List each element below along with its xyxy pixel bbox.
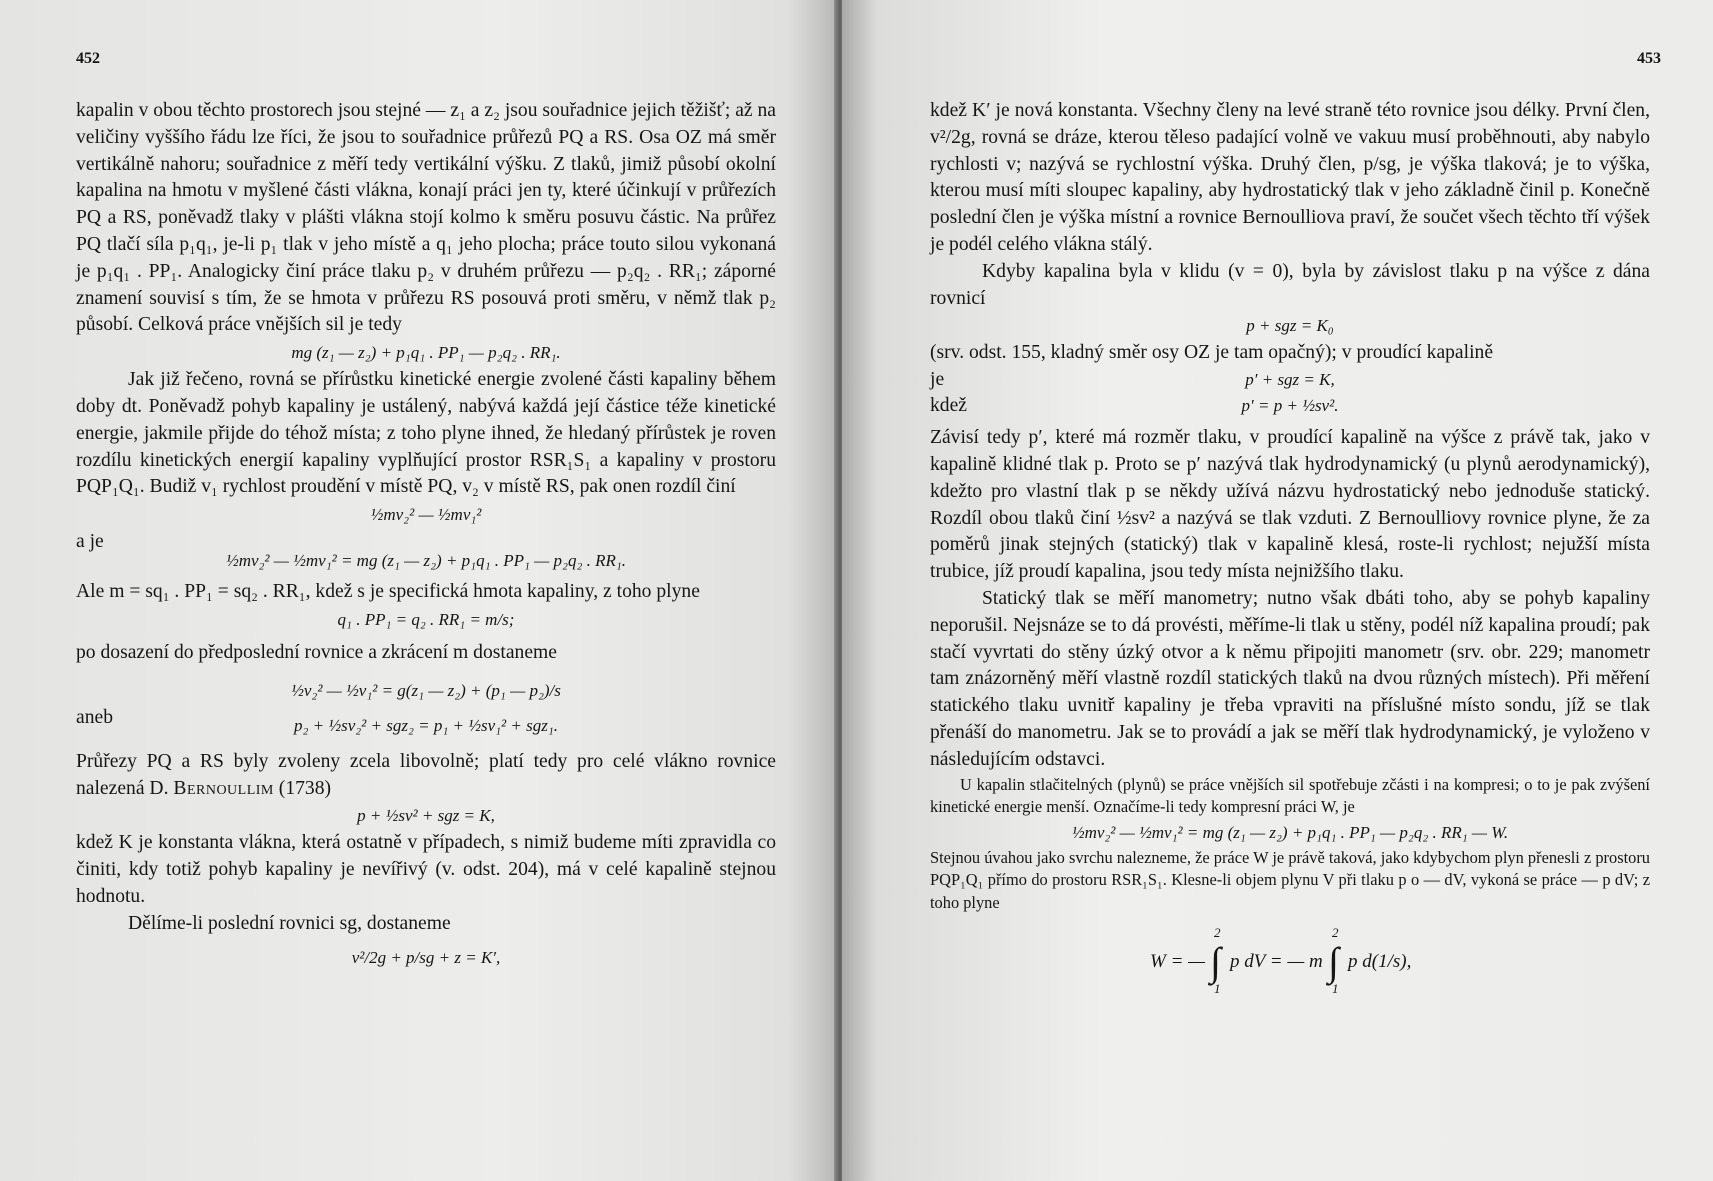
paragraph: Stejnou úvahou jako svrchu nalezneme, že práce W je právě taková, jako kdybychom plyn přenesli z prostoru PQP₁Q₁ přímo do prostoru RSR₁S₁. Klesne-li objem plynu V při tlaku p o — dV, vykoná se práce — p dV; z toho plyne (930, 847, 1650, 912)
integral-text: p d(1/s), (1348, 950, 1412, 972)
paragraph: Jak již řečeno, rovná se přírůstku kinetické energie zvolené části kapaliny během doby dt. Poněvadž pohyb kapaliny je ustálený, nabývá každá její částice téže kinetické energie, jakmile přijde do téhož místa; z toho plyne ihned, že hledaný přírůstek je roven rozdílu kinetických energií kapaliny vyplňující prostor RSR₁S₁ a kapaliny v prostoru PQP₁Q₁. Budiž v₁ rychlost proudění v místě PQ, v₂ v místě RS, pak onen rozdíl činí (76, 369, 776, 498)
paragraph: kapalin v obou těchto prostorech jsou stejné — z₁ a z₂ jsou souřadnice jejich těžišť; až na veličiny vyššího řádu lze říci, že jsou to souřadnice průřezů PQ a RS. Osa OZ má směr vertikálně nahoru; souřadnice z měří tedy vertikální výšku. Z tlaků, jimiž působí okolní kapalina na hmotu v myšlené části vlákna, konají práci jen ty, které účinkují v průřezích PQ a RS, poněvadž tlaky v plášti vlákna stojí kolmo k směru posuvu částic. Na průřez PQ tlačí síla p₁q₁, je-li p₁ tlak v jeho místě a q₁ jeho plocha; práce touto silou vykonaná je p₁q₁ . PP₁. Analogicky činí práce tlaku p₂ v druhém průřezu — p₂q₂ . RR₁; záporné znamení souvisí s tím, že se hmota v průřezu RS posouvá proti směru, v němž tlak p₂ působí. Celková práce vnějších sil je tedy (76, 100, 776, 336)
equation: ½mv₂² — ½mv₁² = mg (z₁ — z₂) + p₁q₁ . PP₁ — p₂q₂ . RR₁. (225, 551, 627, 571)
equation: ½mv₂² — ½mv₁² (370, 505, 482, 525)
paragraph: (srv. odst. 155, kladný směr osy OZ je tam opačný); v proudící kapalině (930, 342, 1494, 364)
equation: ½v₂² — ½v₁² = g(z₁ — z₂) + (p₁ — p₂)/s (291, 680, 561, 700)
equation: p′ = p + ½sv². (1241, 396, 1339, 416)
equation: v²/2g + p/sg + z = K′, (351, 947, 501, 967)
integral-lower-limit: 1 (1332, 980, 1339, 995)
page-number-right: 453 (1637, 50, 1661, 67)
paragraph: Statický tlak se měří manometry; nutno však dbáti toho, aby se pohyb kapaliny neporušil. Nejsnáze se to dá provésti, měříme-li tlak u stěny, podél níž kapalina proudí; pak stačí vyvrtati do stěny úzký otvor a k němu připojiti manometr (srv. obr. 229; manometr tam znázorněný měří vlastně rozdíl statických tlaků na dvou různých místech). Při měření statického tlaku uvnitř kapaliny je třeba vpraviti na příslušné místo sondu, jíž se tlak přenáší do manometru. Jak se to provádí a jak se měří tlak hydrodynamický, je vyloženo v následujícím odstavci. (930, 587, 1650, 770)
equation-label: a je (76, 531, 104, 553)
paragraph: Ale m = sq₁ . PP₁ = sq₂ . RR₁, kdež s je specifická hmota kapaliny, z toho plyne (76, 581, 700, 603)
right-page (842, 0, 1713, 1181)
equation: mg (z₁ — z₂) + p₁q₁ . PP₁ — p₂q₂ . RR₁. (291, 343, 561, 363)
equation: p + sgz = K₀ (1246, 316, 1334, 336)
integral-text: W = — (1150, 950, 1206, 972)
equation: ½mv₂² — ½mv₁² = mg (z₁ — z₂) + p₁q₁ . PP₁ — p₂q₂ . RR₁ — W. (1071, 822, 1509, 842)
equation-label: je (930, 369, 945, 391)
equation: p₂ + ½sv₂² + sgz₂ = p₁ + ½sv₁² + sgz₁. (293, 715, 559, 735)
author-name: Bernoullim (173, 777, 274, 799)
integral-upper-limit: 2 (1214, 924, 1221, 940)
paragraph: Průřezy PQ a RS byly zvoleny zcela libovolně; platí tedy pro celé vlákno rovnice nalezená D. Bernoullim (1738) (76, 750, 776, 799)
equation-label: kdež (930, 395, 967, 417)
integral-sign-icon: ∫ (1210, 938, 1221, 984)
equation-row (930, 367, 1650, 393)
equation-row (76, 529, 776, 555)
equation: p′ + sgz = K, (1245, 370, 1335, 390)
integral-equation (930, 925, 1650, 995)
paragraph: Dělíme-li poslední rovnici sg, dostaneme (128, 912, 451, 934)
integral-upper-limit: 2 (1332, 924, 1339, 940)
integral-lower-limit: 1 (1214, 980, 1221, 995)
paragraph: U kapalin stlačitelných (plynů) se práce vnějších sil spotřebuje zčásti i na kompresi; o to je pak zvýšení kinetické energie menší. Označíme-li tedy kompresní práci W, je (930, 774, 1650, 817)
equation: p + ½sv² + sgz = K, (357, 806, 495, 826)
equation-row (930, 393, 1650, 419)
integral-sign-icon: ∫ (1328, 938, 1339, 984)
integral-text: p dV = — m (1230, 950, 1323, 972)
page-number-left: 452 (76, 50, 100, 67)
equation: q₁ . PP₁ = q₂ . RR₁ = m/s; (337, 609, 515, 629)
integral-equation-graphic (1130, 925, 1450, 995)
paragraph: kdež K je konstanta vlákna, která ostatně v případech, s nimiž budeme míti zpravidla co činiti, kdy totiž pohyb kapaliny je nevířivý (v. odst. 204), má v celé kapalině stejnou hodnotu. (76, 832, 776, 907)
equation-label: aneb (76, 706, 113, 728)
small-print-block (930, 774, 1650, 915)
equation-row (76, 705, 776, 735)
left-page (0, 0, 838, 1181)
paragraph: po dosazení do předposlední rovnice a zkrácení m dostaneme (76, 641, 557, 663)
paragraph: Závisí tedy p′, které má rozměr tlaku, v proudící kapalině na výšce z právě tak, jako v kapalině klidné tlak p. Proto se p′ nazývá tlak hydrodynamický (u plynů aerodynamický), kdežto pro vlastní tlak p se někdy užívá názvu hydrostatický nebo jednoduše statický. Rozdíl obou tlaků činí ½sv² a nazývá se tlak vzduti. Z Bernoulliovy rovnice plyne, že za poměrů jinak stejných (statický) tlak v kapalině klesá, roste-li rychlost; nejužší místa trubice, jíž proudí kapalina, jsou tedy místa nejnižšího tlaku. (930, 427, 1650, 583)
right-text-column (930, 98, 1650, 995)
paragraph: kdež K′ je nová konstanta. Všechny členy na levé straně této rovnice jsou délky. První člen, v²/2g, rovná se dráze, kterou těleso padající volně ve vakuu musí proběhnouti, aby nabylo rychlosti v; nazývá se rychlostní výška. Druhý člen, p/sg, je výška tlaková; je to výška, kterou musí míti sloupec kapaliny, aby hydrostatický tlak v jeho základně činil p. Konečně poslední člen je výška místní a rovnice Bernoulliova praví, že součet všech těchto tří výšek je podél celého vlákna stálý. (930, 100, 1650, 255)
left-text-column (76, 98, 776, 972)
paragraph: Kdyby kapalina byla v klidu (v = 0), byla by závislost tlaku p na výšce z dána rovnicí (930, 260, 1650, 309)
